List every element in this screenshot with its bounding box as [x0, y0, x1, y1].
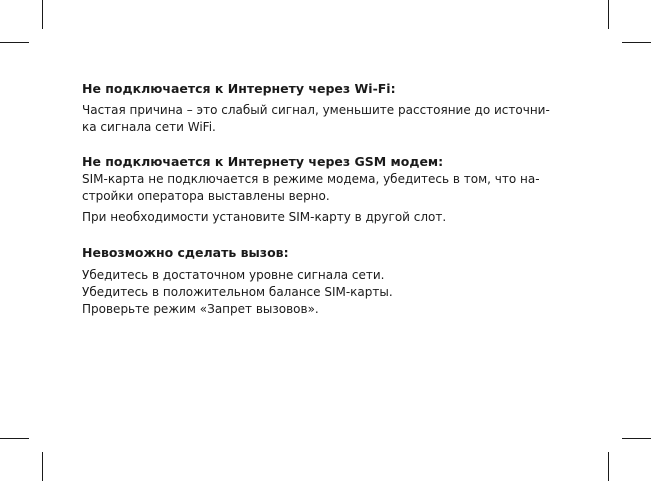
paragraph-line: Частая причина – это слабый сигнал, уменьшите расстояние до источни-	[82, 103, 550, 117]
paragraph-line: стройки оператора выставлены верно.	[82, 189, 330, 203]
crop-mark-top-right-horizontal	[622, 42, 651, 43]
paragraph-line: Убедитесь в достаточном уровне сигнала сети.	[82, 268, 385, 282]
section-heading: Не подключается к Интернету через GSM модем:	[82, 154, 444, 169]
section-wifi-troubleshooting	[82, 80, 572, 136]
crop-mark-top-right-vertical	[608, 0, 609, 29]
section-heading: Невозможно сделать вызов:	[82, 245, 289, 260]
section-paragraph	[82, 102, 572, 136]
crop-mark-top-left-horizontal	[0, 42, 29, 43]
paragraph-line: ка сигнала сети WiFi.	[82, 120, 216, 134]
section-paragraph	[82, 171, 572, 205]
crop-mark-top-left-vertical	[42, 0, 43, 29]
paragraph-line: При необходимости установите SIM-карту в другой слот.	[82, 210, 447, 224]
section-call-troubleshooting	[82, 244, 572, 318]
section-heading: Не подключается к Интернету через Wi-Fi:	[82, 81, 396, 96]
crop-mark-bottom-left-horizontal	[0, 438, 29, 439]
manual-page-content	[82, 80, 572, 318]
paragraph-line: Проверьте режим «Запрет вызовов».	[82, 302, 319, 316]
section-paragraph	[82, 267, 572, 318]
paragraph-line: Убедитесь в положительном балансе SIM-карты.	[82, 285, 393, 299]
paragraph-line: SIM-карта не подключается в режиме модема, убедитесь в том, что на-	[82, 172, 540, 186]
crop-mark-bottom-right-horizontal	[622, 438, 651, 439]
section-gsm-modem-troubleshooting	[82, 153, 572, 226]
crop-mark-bottom-left-vertical	[42, 452, 43, 481]
section-paragraph	[82, 209, 572, 226]
crop-mark-bottom-right-vertical	[608, 452, 609, 481]
